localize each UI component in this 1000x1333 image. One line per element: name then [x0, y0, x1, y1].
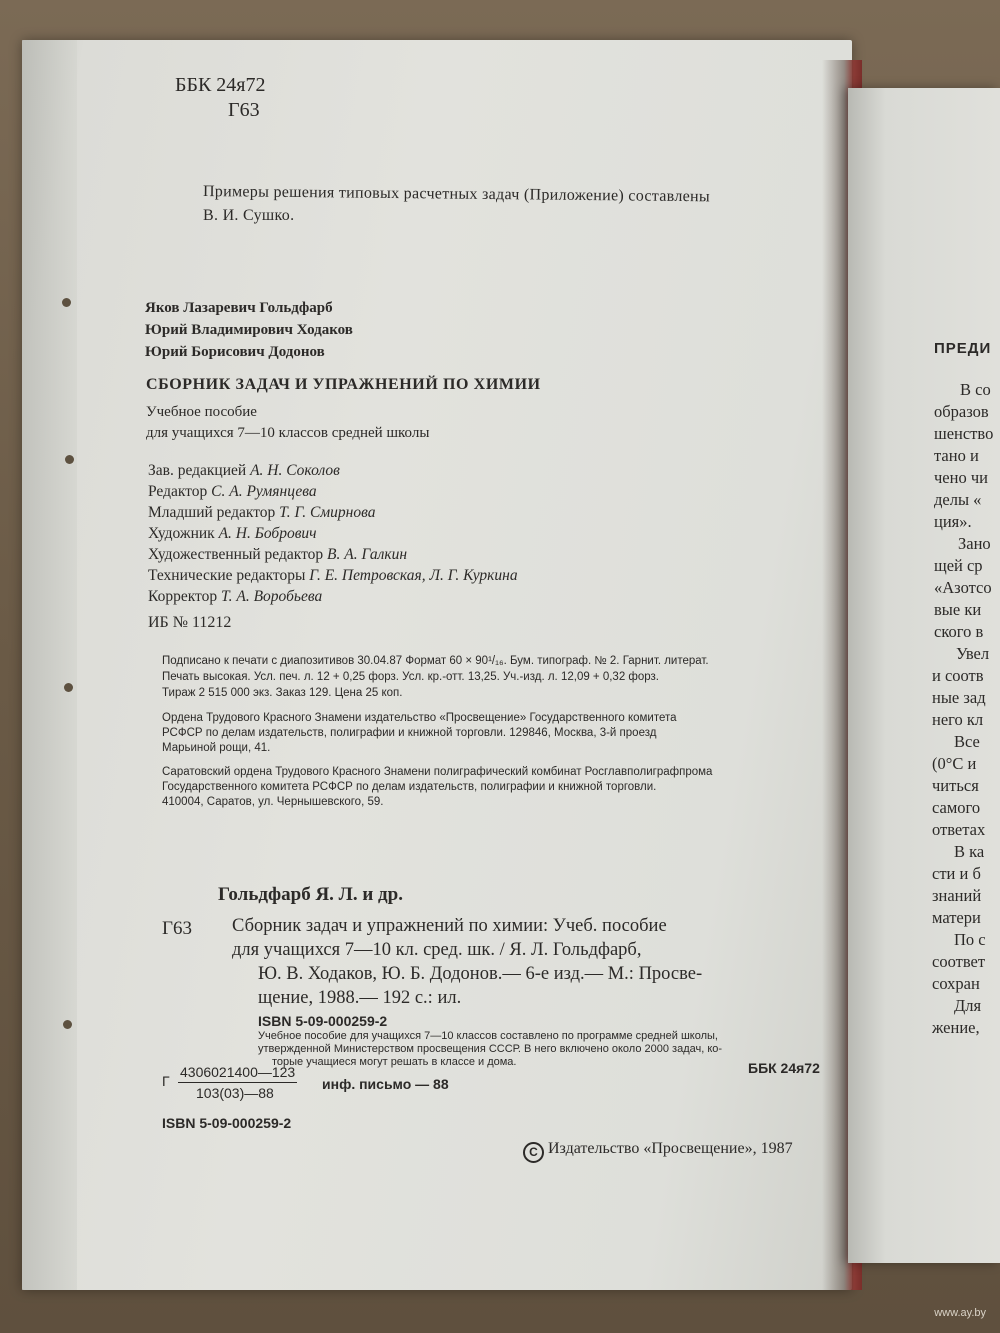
author-name: Яков Лазаревич Гольдфарб: [145, 300, 333, 316]
right-page-line: образов: [934, 402, 989, 421]
staff-name: Т. Г. Смирнова: [279, 504, 376, 521]
publisher-line: Ордена Трудового Красного Знамени издательство «Просвещение» Государственного комитета: [162, 712, 677, 724]
staff-name: Г. Е. Петровская, Л. Г. Куркина: [309, 567, 518, 584]
right-page-line: ция».: [934, 512, 972, 531]
catalog-isbn: ISBN 5-09-000259-2: [258, 1013, 388, 1029]
staff-name: А. Н. Соколов: [250, 462, 340, 479]
right-page-line: (0°С и: [932, 754, 977, 773]
author-name: Юрий Владимирович Ходаков: [145, 322, 353, 338]
right-page-line: Зано: [958, 534, 991, 553]
right-page-line: знаний: [932, 886, 982, 905]
printer-line: Саратовский ордена Трудового Красного Знамени полиграфический комбинат Росглавполиграфпрома: [162, 766, 713, 778]
book-subtitle: для учащихся 7—10 классов средней школы: [146, 425, 430, 441]
staff-role: Младший редактор: [148, 504, 276, 521]
book-title: СБОРНИК ЗАДАЧ И УПРАЖНЕНИЙ ПО ХИМИИ: [146, 376, 541, 393]
print-details-line: Тираж 2 515 000 экз. Заказ 129. Цена 25 коп.: [162, 687, 403, 699]
right-page-line: сохран: [932, 974, 980, 993]
examples-note-line: Примеры решения типовых расчетных задач (Приложение) составлены: [202, 183, 711, 206]
bbk-code-bottom: ББК 24я72: [748, 1060, 820, 1076]
print-details-line: Подписано к печати с диапозитивов 30.04.87 Формат 60 × 90¹/₁₆. Бум. типограф. № 2. Гарнит. литерат.: [162, 655, 709, 667]
left-page-edge: [22, 40, 77, 1290]
fraction-denominator: 103(03)—88: [196, 1085, 274, 1101]
right-page-line: жение,: [932, 1018, 980, 1037]
fraction-numerator: 4306021400—123: [178, 1064, 297, 1083]
binding-staple: [63, 1020, 72, 1029]
right-page-line: Для: [954, 996, 982, 1015]
right-page-line: чено чи: [934, 468, 988, 487]
right-page-line: Увел: [956, 644, 990, 663]
catalog-description-line: для учащихся 7—10 кл. сред. шк. / Я. Л. Гольдфарб,: [232, 940, 642, 960]
annotation-line: торые учащиеся могут решать в классе и дома.: [272, 1056, 517, 1068]
right-page-heading: ПРЕДИ: [934, 340, 992, 357]
right-page-line: делы «: [934, 490, 982, 509]
right-page-line: ского в: [934, 622, 984, 641]
staff-role: Зав. редакцией: [148, 462, 247, 479]
staff-name: А. Н. Бобрович: [218, 525, 317, 542]
catalog-description-line: щение, 1988.— 192 с.: ил.: [258, 988, 462, 1008]
catalog-description-line: Сборник задач и упражнений по химии: Учеб. пособие: [232, 916, 667, 936]
staff-line: [148, 525, 317, 543]
author-name: Юрий Борисович Додонов: [145, 344, 325, 360]
book-subtitle: Учебное пособие: [146, 404, 257, 420]
right-page-line: По с: [954, 930, 986, 949]
right-page-line: щей ср: [934, 556, 983, 575]
binding-staple: [64, 683, 73, 692]
copyright-icon: C: [523, 1142, 544, 1163]
staff-role: Технические редакторы: [148, 567, 306, 584]
fraction-prefix: Г: [162, 1073, 170, 1089]
printer-line: Государственного комитета РСФСР по делам издательств, полиграфии и книжной торговли.: [162, 781, 657, 793]
right-page-line: и соотв: [932, 666, 984, 685]
staff-line: [148, 504, 376, 522]
staff-name: Т. А. Воробьева: [220, 588, 323, 605]
isbn-bottom: ISBN 5-09-000259-2: [162, 1115, 292, 1131]
right-page-line: вые ки: [934, 600, 982, 619]
right-page: [848, 88, 1000, 1263]
right-page-line: читься: [932, 776, 979, 795]
right-page-line: ные зад: [932, 688, 986, 707]
copyright-text: Издательство «Просвещение», 1987: [548, 1140, 793, 1157]
catalog-author: Гольдфарб Я. Л. и др.: [218, 884, 403, 905]
catalog-code: Г63: [162, 918, 192, 939]
g63-code: Г63: [228, 99, 260, 121]
bbk-code: ББК 24я72: [175, 74, 266, 96]
publisher-line: Марьиной рощи, 41.: [162, 742, 271, 754]
binding-staple: [62, 298, 71, 307]
right-page-line: соответ: [932, 952, 986, 971]
staff-role: Редактор: [148, 483, 208, 500]
staff-line: [148, 462, 340, 480]
printer-line: 410004, Саратов, ул. Чернышевского, 59.: [162, 796, 384, 808]
examples-note: [203, 180, 710, 228]
print-details-line: Печать высокая. Усл. печ. л. 12 + 0,25 форз. Усл. кр.-отт. 13,25. Уч.-изд. л. 12,09 + 0,32 форз.: [162, 671, 660, 683]
staff-line: [148, 546, 407, 564]
annotation-line: Учебное пособие для учащихся 7—10 классов составлено по программе средней школы,: [258, 1030, 718, 1042]
binding-staple: [65, 455, 74, 464]
right-page-line: тано и: [934, 446, 979, 465]
ib-number: ИБ № 11212: [148, 614, 232, 631]
annotation-line: утвержденной Министерством просвещения СССР. В него включено около 2000 задач, ко-: [258, 1043, 723, 1055]
right-page-line: «Азотсо: [934, 578, 992, 597]
right-page-line: Все: [954, 732, 980, 751]
staff-role: Художественный редактор: [148, 546, 324, 563]
right-page-line: В ка: [954, 842, 985, 861]
publisher-line: РСФСР по делам издательств, полиграфии и книжной торговли. 129846, Москва, 3-й проезд: [162, 727, 657, 739]
right-page-line: ответах: [932, 820, 986, 839]
staff-role: Художник: [148, 525, 215, 542]
staff-name: В. А. Галкин: [327, 546, 408, 563]
inf-letter: инф. письмо — 88: [322, 1076, 449, 1092]
examples-note-line: В. И. Сушко.: [203, 207, 295, 224]
staff-line: [148, 567, 518, 585]
right-page-line: сти и б: [932, 864, 981, 883]
watermark: www.ay.by: [934, 1307, 986, 1319]
right-page-line: матери: [932, 908, 981, 927]
right-page-line: него кл: [932, 710, 984, 729]
catalog-description-line: Ю. В. Ходаков, Ю. Б. Додонов.— 6-е изд.— М.: Просве-: [258, 964, 703, 984]
right-page-line: шенство: [934, 424, 994, 443]
staff-role: Корректор: [148, 588, 218, 605]
staff-line: [148, 588, 322, 606]
right-page-line: В со: [960, 380, 991, 399]
right-page-line: самого: [932, 798, 981, 817]
staff-name: С. А. Румянцева: [211, 483, 317, 500]
staff-line: [148, 483, 317, 501]
